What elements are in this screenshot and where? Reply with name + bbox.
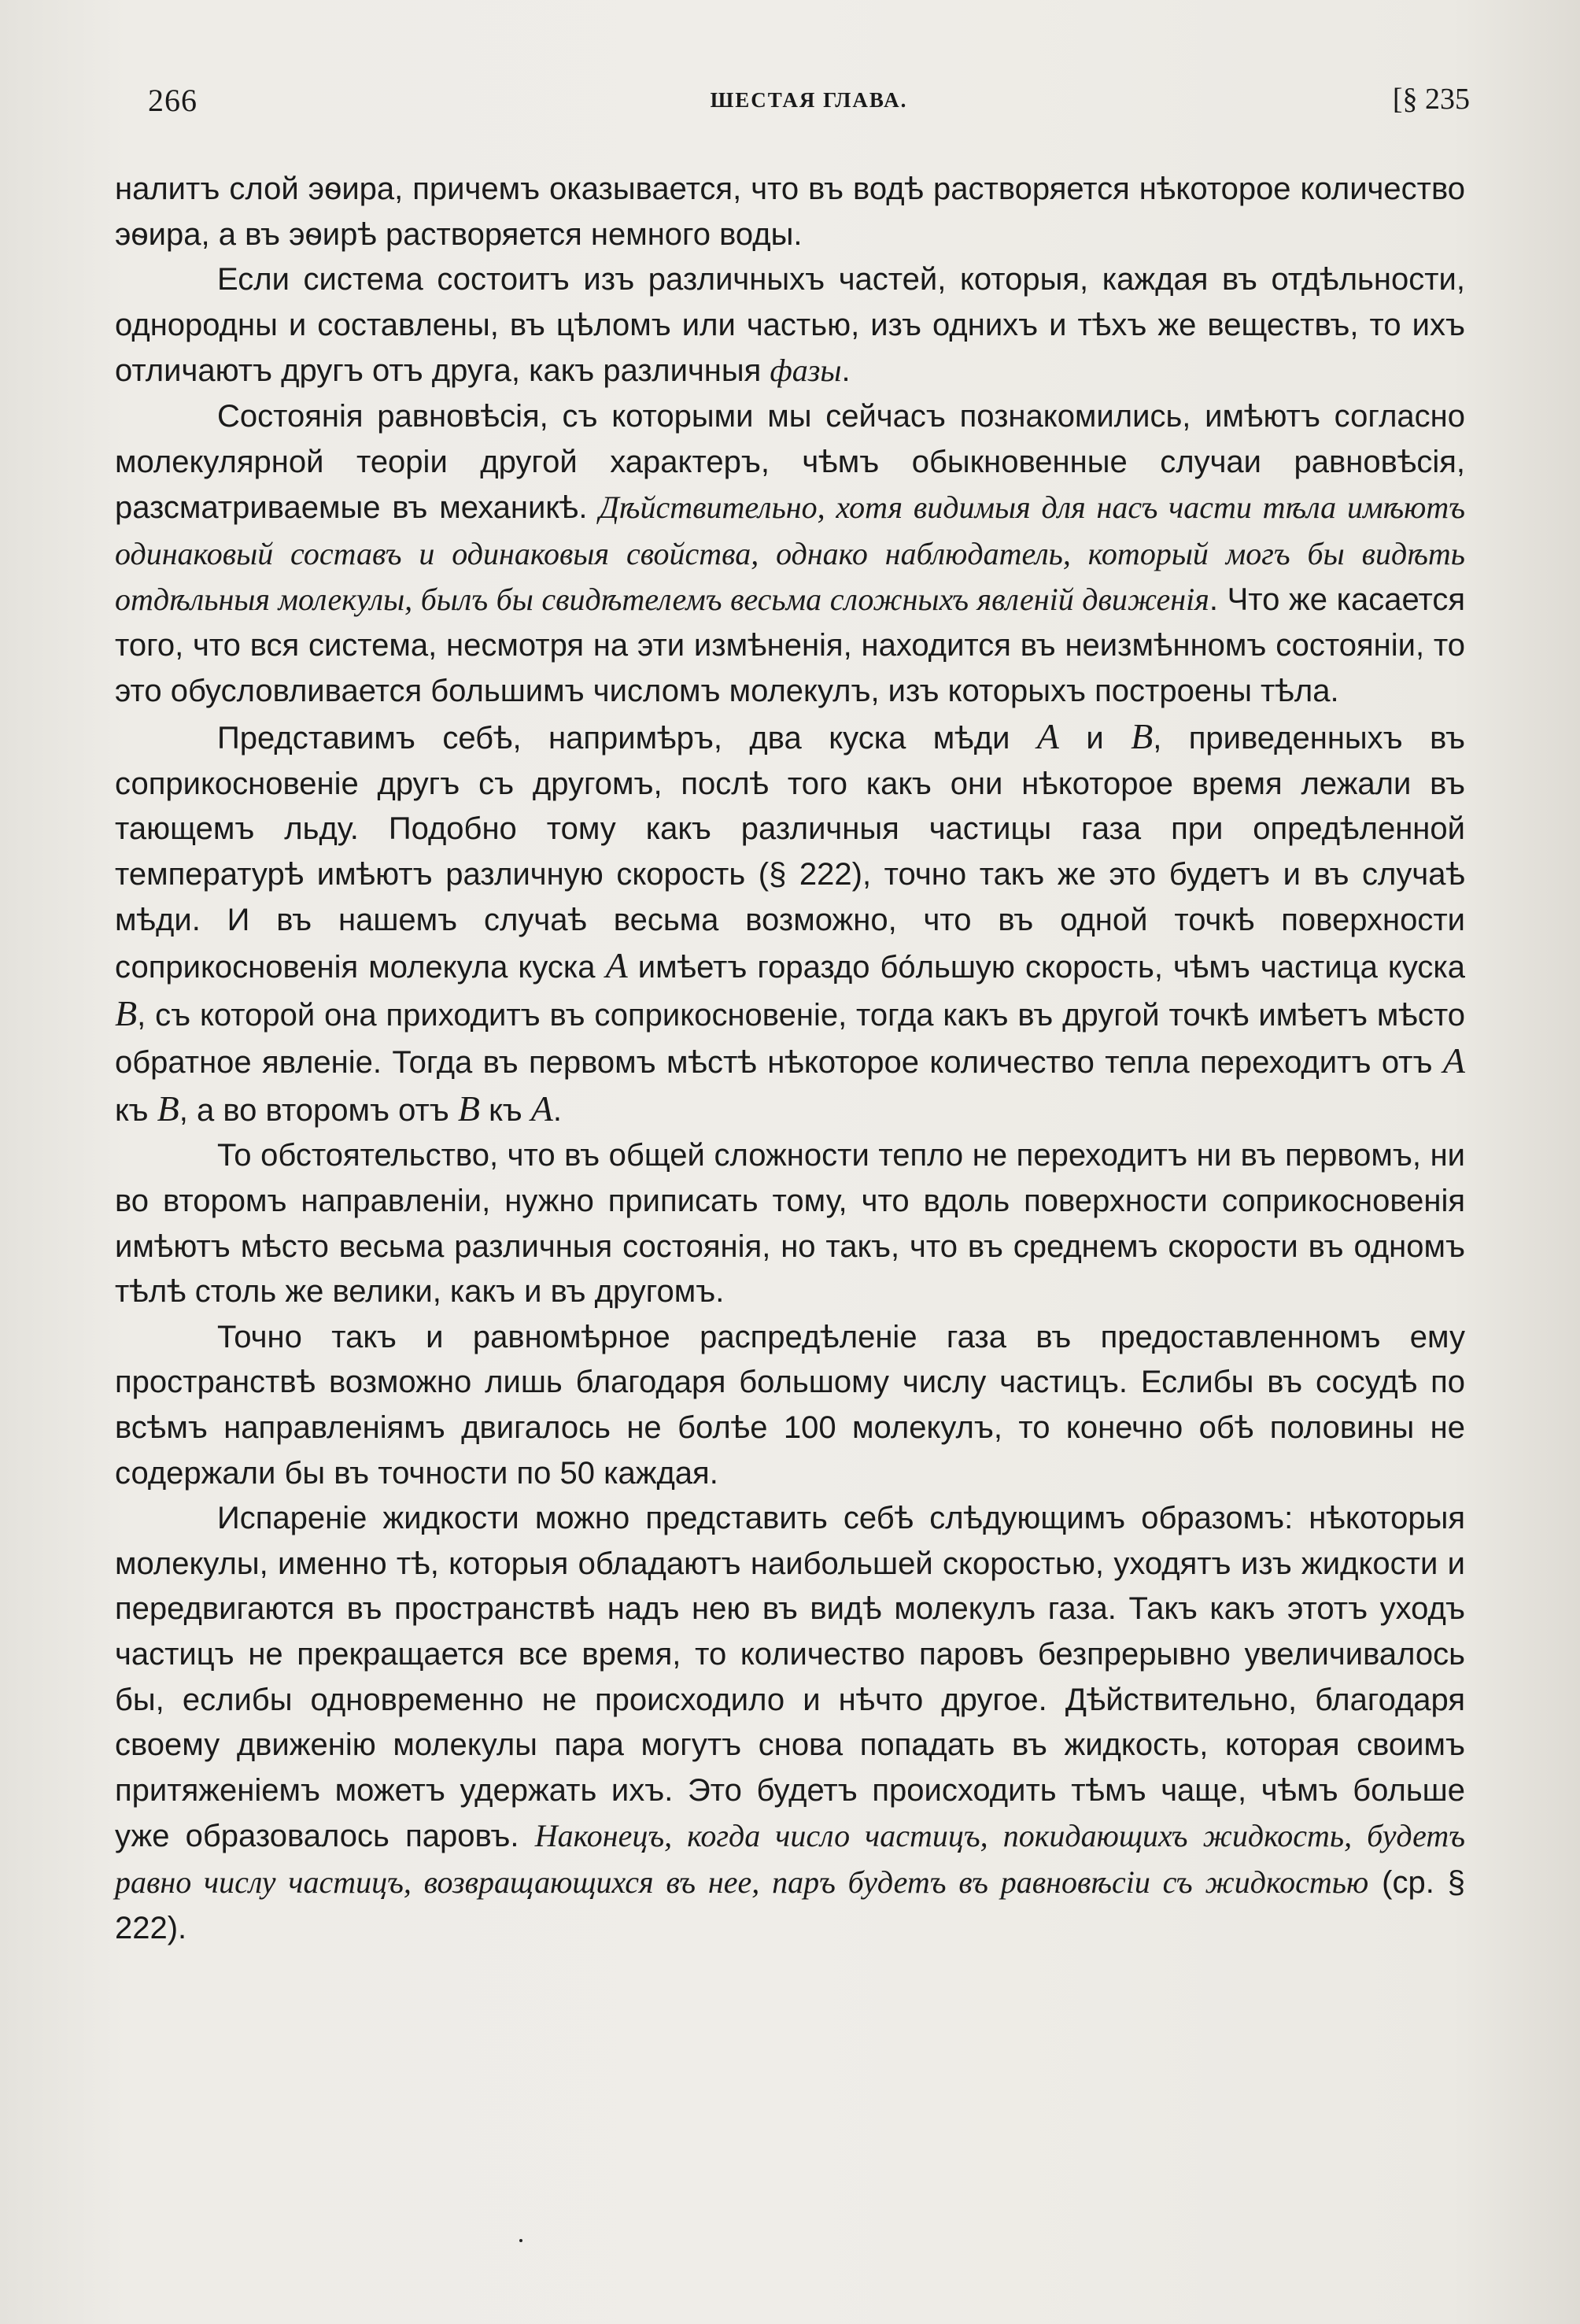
variable-symbol: A bbox=[605, 945, 628, 986]
page-header bbox=[148, 82, 1470, 129]
text-run: , приведенныхъ въ соприкосновеніе другъ съ другомъ, послѣ того какъ они нѣкоторое время лежали въ тающемъ льду. Подобно тому какъ различныя частицы газа при опредѣленной температурѣ имѣютъ различную скорость (§ 222), точно такъ же это будетъ и въ случаѣ мѣди. И въ нашемъ случаѣ весьма возможно, что въ одной точкѣ поверхности соприкосновенія молекула куска bbox=[115, 721, 1465, 985]
paragraph bbox=[115, 1133, 1465, 1314]
text-run: (ср. § 222). bbox=[115, 1864, 1465, 1945]
text-run: . Что же касается того, что вся система, несмотря на эти измѣненія, находится въ неизмѣнномъ состояніи, то это обусловливается большимъ числомъ молекулъ, изъ которыхъ построены тѣла. bbox=[115, 582, 1465, 708]
paragraph bbox=[115, 394, 1465, 714]
italic-text: фазы bbox=[770, 353, 842, 389]
paragraph bbox=[115, 257, 1465, 394]
text-run: имѣетъ гораздо бо́льшую скорость, чѣмъ частица куска bbox=[627, 950, 1466, 985]
paragraph bbox=[115, 714, 1465, 1133]
text-run: То обстоятельство, что въ общей сложности тепло не переходитъ ни въ первомъ, ни во второмъ направленіи, нужно приписать тому, что вдоль поверхности соприкосновенія имѣютъ мѣсто весьма различныя состоянія, но такъ, что въ среднемъ скорости въ одномъ тѣлѣ столь же велики, какъ и въ другомъ. bbox=[115, 1138, 1465, 1310]
italic-text: Наконецъ, когда число частицъ, покидающихъ жидкость, будетъ равно числу частицъ, возвращающихся въ нее, паръ будетъ въ равновѣсіи съ жидкостью bbox=[115, 1818, 1466, 1900]
text-run: . bbox=[552, 1092, 562, 1128]
text-run: Представимъ себѣ, напримѣръ, два куска мѣди bbox=[217, 721, 1037, 756]
paragraph bbox=[115, 1496, 1465, 1951]
text-run: Если система состоитъ изъ различныхъ частей, которыя, каждая въ отдѣльности, однородны и составлены, въ цѣломъ или частью, изъ однихъ и тѣхъ же веществъ, то ихъ отличаютъ другъ отъ друга, какъ различныя bbox=[115, 262, 1465, 389]
text-run: Состоянія равновѣсія, съ которыми мы сейчасъ познакомились, имѣютъ согласно молекулярной теоріи другой характеръ, чѣмъ обыкновенные случаи равновѣсія, разсматриваемые въ механикѣ. bbox=[115, 398, 1465, 526]
body-text bbox=[115, 167, 1465, 1951]
variable-symbol: B bbox=[157, 1088, 179, 1129]
running-title: ШЕСТАЯ ГЛАВА. bbox=[710, 88, 908, 112]
text-run: . bbox=[841, 353, 851, 389]
print-speck bbox=[519, 2239, 522, 2242]
text-run: къ bbox=[479, 1092, 531, 1128]
paragraph bbox=[115, 1315, 1465, 1496]
text-run: , а во второмъ отъ bbox=[179, 1092, 458, 1128]
variable-symbol: B bbox=[457, 1088, 480, 1129]
text-run: Точно такъ и равномѣрное распредѣленіе газа въ предоставленномъ ему пространствѣ возможно лишь благодаря большому числу частицъ. Еслибы въ сосудѣ по всѣмъ направленіямъ двигалось не болѣе 100 молекулъ, то конечно обѣ половины не содержали бы въ точности по 50 каждая. bbox=[115, 1319, 1465, 1491]
variable-symbol: B bbox=[115, 992, 138, 1033]
italic-text: Дѣйствительно, хотя видимыя для насъ части тѣла имѣютъ одинаковый составъ и одинаковыя свойства, однако наблюдатель, который могъ бы видѣть отдѣльныя молекулы, былъ бы свидѣтелемъ весьма сложныхъ явленій движенія bbox=[115, 490, 1466, 618]
text-run: , съ которой она приходитъ въ соприкосновеніе, тогда какъ въ другой точкѣ имѣетъ мѣсто обратное явленіе. Тогда въ первомъ мѣстѣ нѣкоторое количество тепла переходитъ отъ bbox=[115, 997, 1465, 1081]
variable-symbol: A bbox=[1442, 1040, 1465, 1081]
paragraph bbox=[115, 167, 1465, 257]
text-run: къ bbox=[115, 1092, 157, 1128]
text-run: и bbox=[1058, 721, 1131, 756]
variable-symbol: A bbox=[530, 1088, 553, 1129]
page-number: 266 bbox=[148, 83, 198, 118]
variable-symbol: B bbox=[1131, 716, 1154, 757]
text-run: Испареніе жидкости можно представить себѣ слѣдующимъ образомъ: нѣкоторыя молекулы, именно тѣ, которыя обладаютъ наибольшей скоростью, уходятъ изъ жидкости и передвигаются въ пространствѣ надъ нею въ видѣ молекулъ газа. Такъ какъ этотъ уходъ частицъ не прекращается все время, то количество паровъ безпрерывно увеличивалось бы, еслибы одновременно не происходило и нѣчто другое. Дѣйствительно, благодаря своему движенію молекулы пара могутъ снова попадать въ жидкость, которая своимъ притяженіемъ можетъ удержать ихъ. Это будетъ происходить тѣмъ чаще, чѣмъ больше уже образовалось паровъ. bbox=[115, 1501, 1465, 1854]
variable-symbol: A bbox=[1036, 716, 1059, 757]
text-run: налитъ слой эѳира, причемъ оказывается, что въ водѣ растворяется нѣкоторое количество эѳира, а въ эѳирѣ растворяется немного воды. bbox=[115, 172, 1465, 252]
section-reference: [§ 235 bbox=[1392, 83, 1470, 116]
